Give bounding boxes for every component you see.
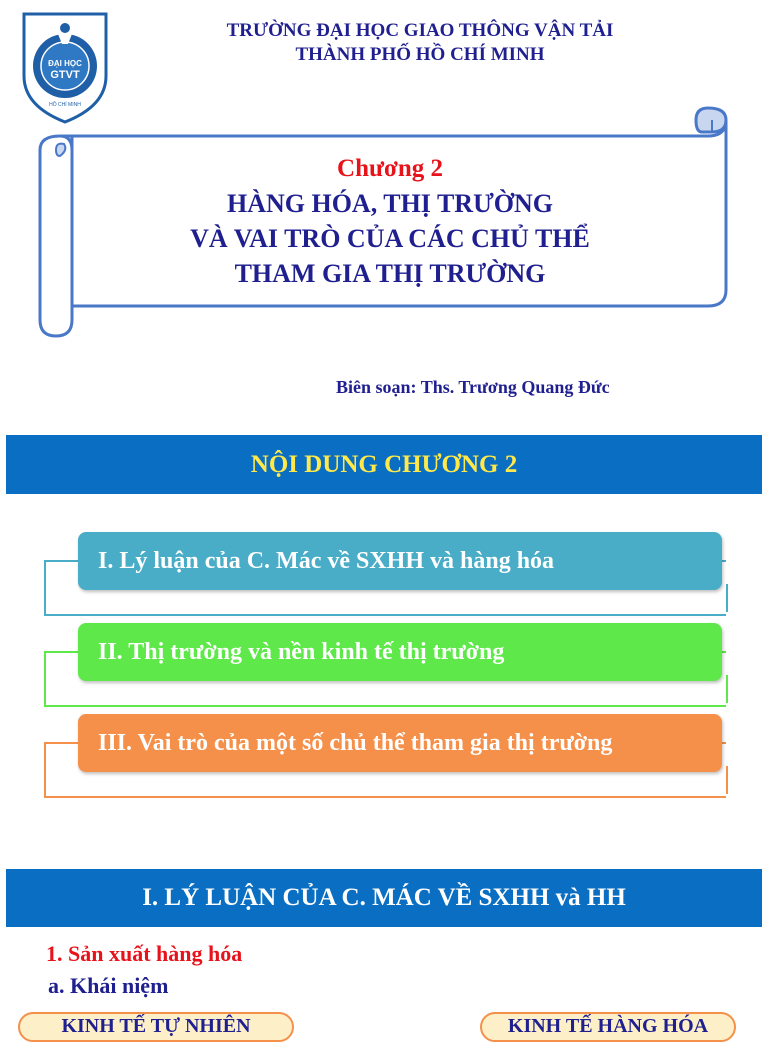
- chapter-title-line: HÀNG HÓA, THỊ TRƯỜNG: [226, 189, 553, 218]
- university-name-line1: TRƯỜNG ĐẠI HỌC GIAO THÔNG VẬN TẢI: [226, 20, 614, 41]
- natural-economy-chip: KINH TẾ TỰ NHIÊN: [18, 1012, 294, 1042]
- university-name-line2: THÀNH PHỐ HỒ CHÍ MINH: [295, 44, 545, 65]
- chapter-title-line: VÀ VAI TRÒ CỦA CÁC CHỦ THỂ: [190, 224, 590, 253]
- author-credit: Biên soạn: Ths. Trương Quang Đức: [336, 377, 610, 397]
- subsection-subtitle: a. Khái niệm: [48, 973, 169, 998]
- logo-text-line1: ĐẠI HỌC: [48, 59, 82, 68]
- section-heading: I. LÝ LUẬN CỦA C. MÁC VỀ SXHH và HH: [6, 869, 762, 927]
- commodity-economy-chip: KINH TẾ HÀNG HÓA: [480, 1012, 736, 1042]
- contents-item-2[interactable]: II. Thị trường và nền kinh tế thị trường: [78, 623, 722, 681]
- chapter-title-line: THAM GIA THỊ TRƯỜNG: [234, 259, 546, 288]
- chapter-scroll-banner: [36, 100, 732, 342]
- contents-heading: NỘI DUNG CHƯƠNG 2: [6, 435, 762, 494]
- contents-item-1[interactable]: I. Lý luận của C. Mác về SXHH và hàng hóa: [78, 532, 722, 590]
- logo-text-bottom: HỒ CHÍ MINH: [49, 102, 81, 108]
- contents-item-3[interactable]: III. Vai trò của một số chủ thể tham gia thị trường: [78, 714, 722, 772]
- logo-text-line2: GTVT: [50, 69, 80, 81]
- chapter-label: Chương 2: [337, 155, 443, 182]
- subsection-title: 1. Sản xuất hàng hóa: [46, 941, 243, 966]
